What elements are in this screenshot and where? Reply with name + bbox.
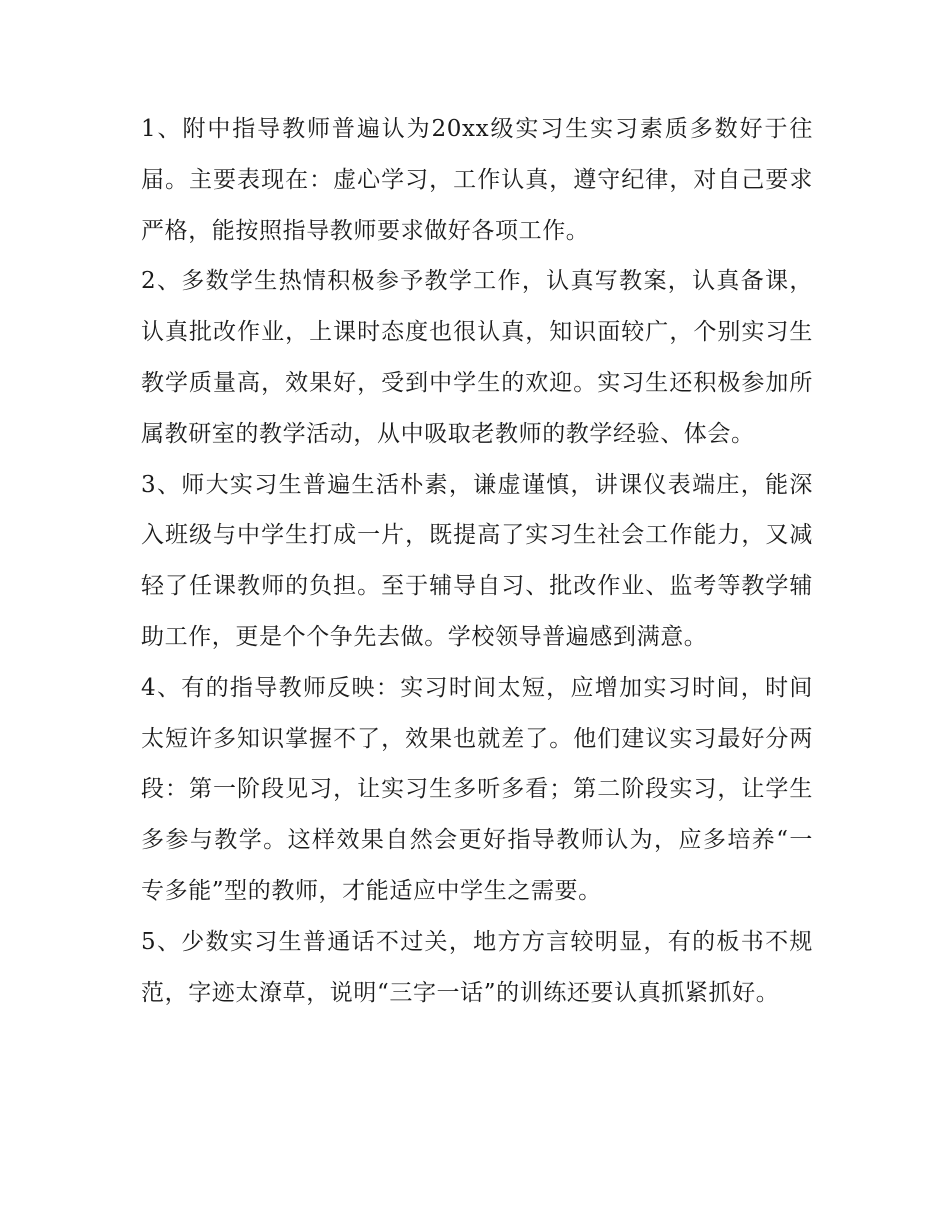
paragraph-3: 3、师大实习生普遍生活朴素，谦虚谨慎，讲课仪表端庄，能深入班级与中学生打成一片，既提高了实习生社会工作能力，又减轻了任课教师的负担。至于辅导自习、批改作业、监考等教学辅助工作，更是个个争先去做。学校领导普遍感到满意。 xyxy=(141,471,813,650)
paragraph-4: 4、有的指导教师反映：实习时间太短，应增加实习时间，时间太短许多知识掌握不了，效果也就差了。他们建议实习最好分两段：第一阶段见习，让实习生多听多看；第二阶段实习，让学生多参与教学。这样效果自然会更好指导教师认为，应多培养“一专多能”型的教师，才能适应中学生之需要。 xyxy=(141,674,813,904)
paragraph-2: 2、多数学生热情积极参予教学工作，认真写教案，认真备课，认真批改作业，上课时态度也很认真，知识面较广，个别实习生教学质量高，效果好，受到中学生的欢迎。实习生还积极参加所属教研室的教学活动，从中吸取老教师的教学经验、体会。 xyxy=(141,268,813,447)
document-body xyxy=(141,104,813,1018)
paragraph-5: 5、少数实习生普通话不过关，地方方言较明显，有的板书不规范，字迹太潦草，说明“三字一话”的训练还要认真抓紧抓好。 xyxy=(141,928,813,1006)
paragraph-1: 1、附中指导教师普遍认为20xx级实习生实习素质多数好于往届。主要表现在：虚心学习，工作认真，遵守纪律，对自己要求严格，能按照指导教师要求做好各项工作。 xyxy=(141,116,813,244)
